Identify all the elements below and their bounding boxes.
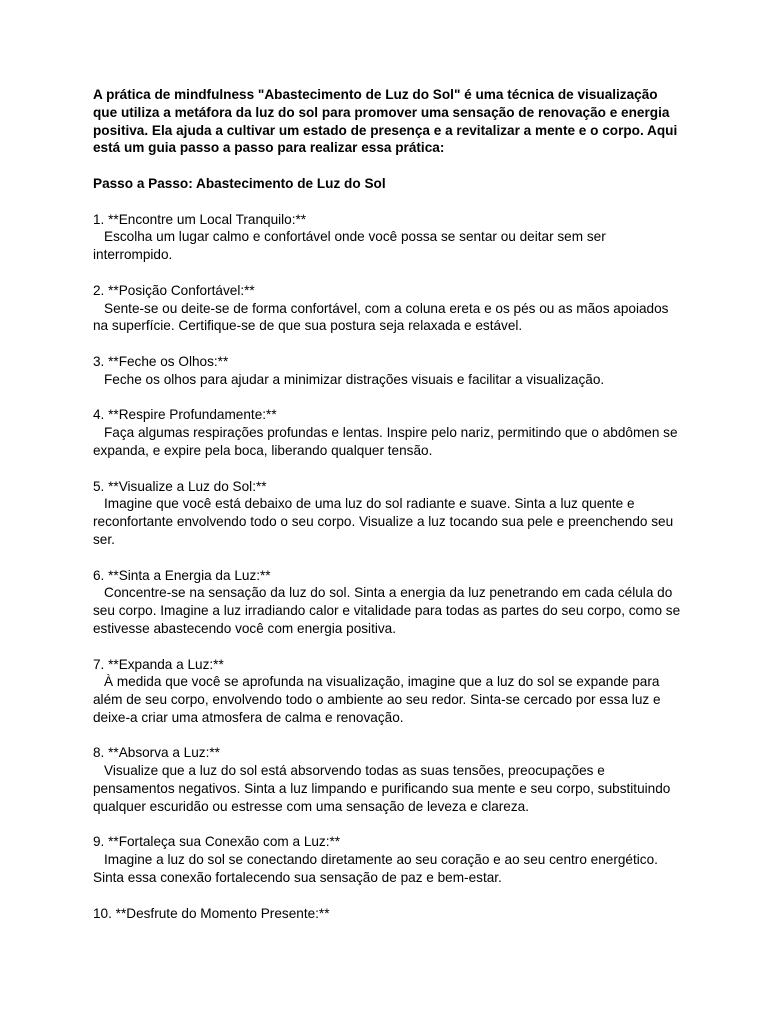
step-body: Escolha um lugar calmo e confortável onde você possa se sentar ou deitar sem ser interrompido.	[93, 229, 606, 263]
step-item	[93, 656, 683, 727]
step-item	[93, 406, 683, 459]
step-title: 10. **Desfrute do Momento Presente:**	[93, 905, 330, 921]
step-item	[93, 478, 683, 549]
step-title: 9. **Fortaleça sua Conexão com a Luz:**	[93, 834, 341, 850]
step-body: Imagine a luz do sol se conectando diretamente ao seu coração e ao seu centro energético. Sinta essa conexão fortalecendo sua sensação de paz e bem-estar.	[93, 852, 658, 886]
step-item	[93, 744, 683, 815]
step-item	[93, 282, 683, 335]
step-body: Feche os olhos para ajudar a minimizar distrações visuais e facilitar a visualização.	[104, 371, 605, 387]
step-title: 3. **Feche os Olhos:**	[93, 353, 229, 369]
step-body: Faça algumas respirações profundas e lentas. Inspire pelo nariz, permitindo que o abdômen se expanda, e expire pela boca, liberando qualquer tensão.	[93, 425, 678, 458]
section-heading: Passo a Passo: Abastecimento de Luz do Sol	[93, 175, 386, 191]
step-title: 7. **Expanda a Luz:**	[93, 656, 224, 672]
step-item	[93, 833, 683, 886]
step-item	[93, 353, 683, 389]
step-title: 4. **Respire Profundamente:**	[93, 407, 277, 423]
step-item	[93, 211, 683, 264]
step-title: 1. **Encontre um Local Tranquilo:**	[93, 211, 307, 227]
step-title: 8. **Absorva a Luz:**	[93, 745, 220, 761]
intro-paragraph: A prática de mindfulness "Abastecimento de Luz do Sol" é uma técnica de visualização que utiliza a metáfora da luz do sol para promover uma sensação de renovação e energia positiva. Ela ajuda a cultivar um estado de presença e a revitalizar a mente e o corpo. Aqui está um guia passo a passo para realizar essa prática:	[93, 87, 678, 156]
step-body: Sente-se ou deite-se de forma confortável, com a coluna ereta e os pés ou as mãos apoiados na superfície. Certifique-se de que sua postura seja relaxada e estável.	[93, 300, 669, 334]
step-title: 6. **Sinta a Energia da Luz:**	[93, 567, 271, 583]
step-title: 2. **Posição Confortável:**	[93, 282, 255, 298]
step-title: 5. **Visualize a Luz do Sol:**	[93, 478, 267, 494]
step-item	[93, 567, 683, 638]
step-body: À medida que você se aprofunda na visualização, imagine que a luz do sol se expande para além de seu corpo, envolvendo todo o ambiente ao seu redor. Sinta-se cercado por essa luz e deixe-a criar uma atmosfera de calma e renovação.	[93, 674, 661, 725]
document-page	[93, 86, 683, 940]
steps-list	[93, 211, 683, 923]
step-body: Concentre-se na sensação da luz do sol. Sinta a energia da luz penetrando em cada célula do seu corpo. Imagine a luz irradiando calor e vitalidade para todas as partes do seu corpo, como se estivesse abastecendo você com energia positiva.	[93, 585, 681, 636]
step-body: Imagine que você está debaixo de uma luz do sol radiante e suave. Sinta a luz quente e reconfortante envolvendo todo o seu corpo. Visualize a luz tocando sua pele e preenchendo seu ser.	[93, 496, 674, 547]
step-body: Visualize que a luz do sol está absorvendo todas as suas tensões, preocupações e pensamentos negativos. Sinta a luz limpando e purificando sua mente e seu corpo, substituindo qualquer escuridão ou estresse com uma sensação de leveza e clareza.	[93, 763, 671, 814]
step-item	[93, 905, 683, 923]
